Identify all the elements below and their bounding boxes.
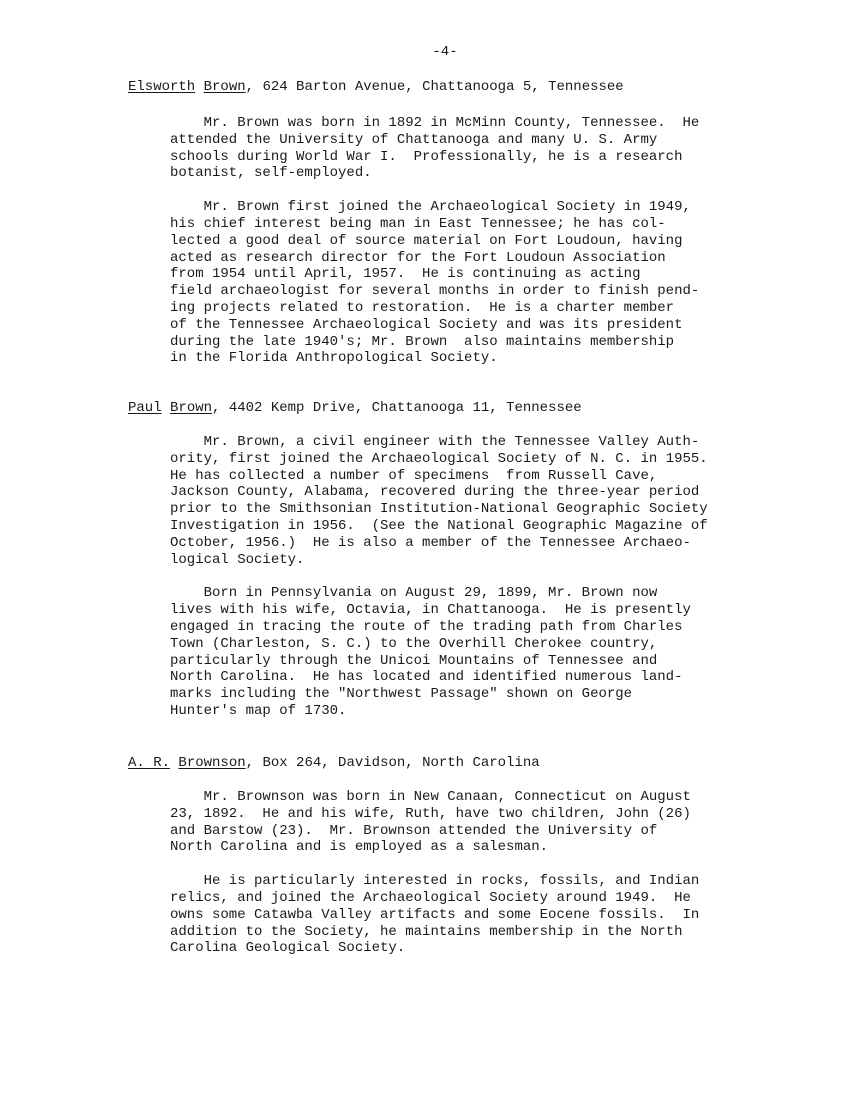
- entry-paragraph: Born in Pennsylvania on August 29, 1899, Mr. Brown now lives with his wife, Octavia, in Chattanooga. He is presently engaged in tracing the route of the trading path from Charles Town (Charleston, S. C.) to the Overhill Cherokee country, particularly through the Unicoi Mountains of Tennessee and North Carolina. He has located and identified numerous land- marks including the "Northwest Passage" shown on George Hunter's map of 1730.: [170, 585, 691, 719]
- member-entry-paul-brown: [128, 400, 718, 720]
- member-entry-ar-brownson: [128, 755, 718, 957]
- entry-paragraph: Mr. Brown was born in 1892 in McMinn County, Tennessee. He attended the University of Chattanooga and many U. S. Army schools during World War I. Professionally, he is a research botanist, self-employed.: [170, 115, 700, 182]
- member-first-name: Paul: [128, 400, 162, 416]
- member-first-name: Elsworth: [128, 79, 196, 95]
- page-number: -4-: [432, 44, 458, 60]
- entry-heading: [128, 79, 718, 96]
- member-last-name: Brown: [203, 79, 246, 95]
- entry-paragraph: He is particularly interested in rocks, fossils, and Indian relics, and joined the Archaeological Society around 1949. He owns some Catawba Valley artifacts and some Eocene fossils. In addition to the Society, he maintains membership in the North Carolina Geological Society.: [170, 873, 700, 957]
- member-last-name: Brown: [170, 400, 213, 416]
- entry-heading: [128, 755, 718, 772]
- entry-paragraph: Mr. Brown, a civil engineer with the Tennessee Valley Auth- ority, first joined the Archaeological Society of N. C. in 1955. He has collected a number of specimens from Russell Cave, Jackson County, Alabama, recovered during the three-year period prior to the Smithsonian Institution-National Geographic Society Investigation in 1956. (See the National Geographic Magazine of October, 1956.) He is also a member of the Tennessee Archaeo- logical Society.: [170, 434, 708, 568]
- member-address: , 624 Barton Avenue, Chattanooga 5, Tennessee: [245, 79, 624, 95]
- member-first-name: A. R.: [128, 755, 171, 771]
- member-last-name: Brownson: [178, 755, 246, 771]
- member-address: , 4402 Kemp Drive, Chattanooga 11, Tennessee: [212, 400, 582, 416]
- entry-paragraph: Mr. Brownson was born in New Canaan, Connecticut on August 23, 1892. He and his wife, Ruth, have two children, John (26) and Barstow (23). Mr. Brownson attended the University of North Carolina and is employed as a salesman.: [170, 789, 691, 856]
- member-entry-elsworth-brown: [128, 79, 718, 367]
- member-address: , Box 264, Davidson, North Carolina: [245, 755, 540, 771]
- entry-heading: [128, 400, 718, 417]
- entry-paragraph: Mr. Brown first joined the Archaeological Society in 1949, his chief interest being man in East Tennessee; he has col- lected a good deal of source material on Fort Loudoun, having acted as research director for the Fort Loudoun Association from 1954 until April, 1957. He is continuing as acting field archaeologist for several months in order to finish pend- ing projects related to restoration. He is a charter member of the Tennessee Archaeological Society and was its president during the late 1940's; Mr. Brown also maintains membership in the Florida Anthropological Society.: [170, 199, 700, 367]
